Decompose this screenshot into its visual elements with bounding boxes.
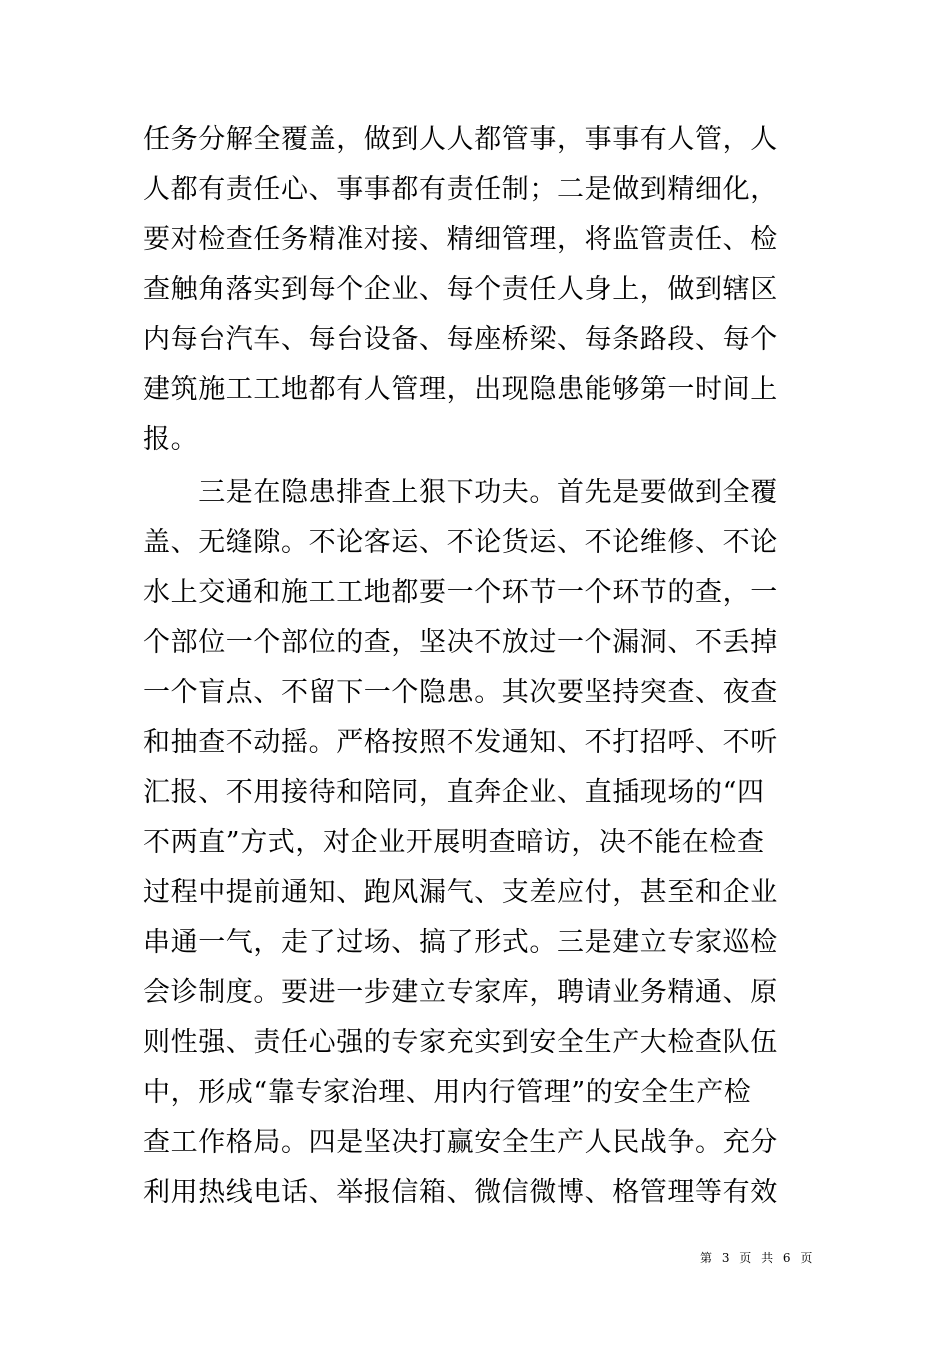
paragraph-2-line-14: 查工作格局。四是坚决打赢安全生产人民战争。充分 (143, 1127, 778, 1158)
paragraph-1-line-3: 要对检查任务精准对接、精细管理，将监管责任、检 (143, 224, 778, 255)
paragraph-2-line-8: 不两直”方式，对企业开展明查暗访，决不能在检查 (143, 827, 765, 858)
paragraph-2-line-6: 和抽查不动摇。严格按照不发通知、不打招呼、不听 (143, 727, 778, 758)
page-number: 第 3 页 共 6 页 (700, 1251, 816, 1265)
paragraph-2-line-9: 过程中提前通知、跑风漏气、支差应付，甚至和企业 (143, 877, 778, 908)
paragraph-2-line-10: 串通一气，走了过场、搞了形式。三是建立专家巡检 (143, 927, 778, 958)
paragraph-2-line-13: 中，形成“靠专家治理、用内行管理”的安全生产检 (143, 1077, 752, 1108)
paragraph-2-line-4: 个部位一个部位的查，坚决不放过一个漏洞、不丢掉 (143, 627, 778, 658)
paragraph-1-line-5: 内每台汽车、每台设备、每座桥梁、每条路段、每个 (143, 324, 778, 355)
paragraph-1-line-6: 建筑施工工地都有人管理，出现隐患能够第一时间上 (143, 374, 778, 405)
paragraph-2-line-5: 一个盲点、不留下一个隐患。其次要坚持突查、夜查 (143, 677, 778, 708)
paragraph-2-line-15: 利用热线电话、举报信箱、微信微博、格管理等有效 (143, 1177, 778, 1208)
paragraph-1-line-4: 查触角落实到每个企业、每个责任人身上，做到辖区 (143, 274, 778, 305)
paragraph-1-line-7: 报。 (143, 424, 199, 455)
paragraph-2-line-2: 盖、无缝隙。不论客运、不论货运、不论维修、不论 (143, 527, 778, 558)
paragraph-2-line-12: 则性强、责任心强的专家充实到安全生产大检查队伍 (143, 1027, 778, 1058)
paragraph-1-line-2: 人都有责任心、事事都有责任制；二是做到精细化， (143, 174, 778, 205)
paragraph-2-line-3: 水上交通和施工工地都要一个环节一个环节的查，一 (143, 577, 778, 608)
paragraph-1-line-1: 任务分解全覆盖，做到人人都管事，事事有人管，人 (143, 124, 778, 155)
paragraph-2-line-1: 三是在隐患排查上狠下功夫。首先是要做到全覆 (143, 477, 778, 508)
paragraph-2-line-11: 会诊制度。要进一步建立专家库，聘请业务精通、原 (143, 977, 778, 1008)
paragraph-2-line-7: 汇报、不用接待和陪同，直奔企业、直插现场的“四 (143, 777, 765, 808)
